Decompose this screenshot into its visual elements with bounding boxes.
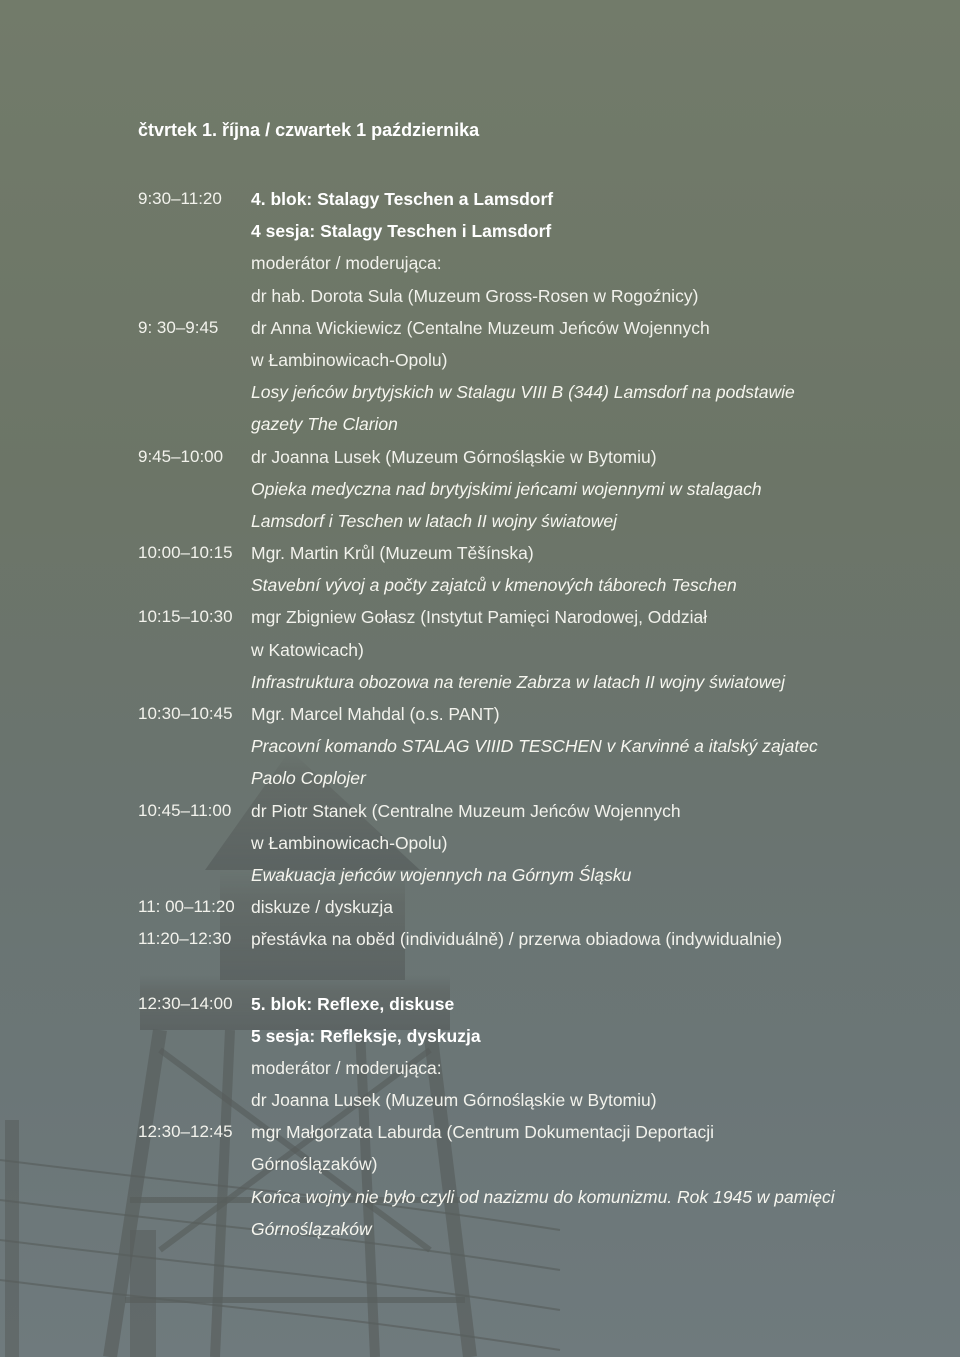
speaker-info: mgr Małgorzata Laburda (Centrum Dokumentacji Deportacji (251, 1122, 714, 1143)
talk-title: Opieka medyczna nad brytyjskimi jeńcami wojennymi w stalagach (251, 478, 762, 499)
schedule-row (0, 537, 960, 569)
time-slot: 9:30–11:20 (138, 189, 222, 208)
talk-title: Górnoślązaków (251, 1218, 372, 1239)
schedule-list (0, 183, 960, 1245)
speaker-info: dr Joanna Lusek (Muzeum Górnośląskie w Bytomiu) (251, 1090, 657, 1111)
time-slot: 10:30–10:45 (138, 704, 233, 723)
schedule-row (0, 1052, 960, 1084)
talk-title: Losy jeńców brytyjskich w Stalagu VIII B (344) Lamsdorf na podstawie (251, 382, 795, 403)
talk-title: Lamsdorf i Teschen w latach II wojny światowej (251, 510, 618, 531)
schedule-row (0, 666, 960, 698)
schedule-row (0, 280, 960, 312)
schedule-row (0, 1148, 960, 1180)
schedule-row (0, 859, 960, 891)
schedule-row (0, 408, 960, 440)
talk-title: Infrastruktura obozowa na terenie Zabrza w latach II wojny światowej (251, 671, 786, 692)
schedule-row (0, 1213, 960, 1245)
speaker-info: dr Anna Wickiewicz (Centalne Muzeum Jeńców Wojennych (251, 317, 710, 338)
speaker-info: w Katowicach) (251, 639, 364, 660)
schedule-row (0, 762, 960, 794)
schedule-row (0, 312, 960, 344)
schedule-row (0, 634, 960, 666)
schedule-row (0, 827, 960, 859)
speaker-info: Mgr. Martin Krůl (Muzeum Těšínska) (251, 543, 534, 564)
speaker-info: Górnoślązaków) (251, 1154, 378, 1175)
schedule-row (0, 569, 960, 601)
schedule-row (0, 473, 960, 505)
time-slot: 11:20–12:30 (138, 929, 232, 949)
time-slot: 10:15–10:30 (138, 607, 233, 627)
time-slot: 11: 00–11:20 (138, 897, 235, 917)
speaker-info: moderátor / moderująca: (251, 1057, 442, 1078)
schedule-row (0, 698, 960, 730)
session-title: 4 sesja: Stalagy Teschen i Lamsdorf (251, 221, 552, 242)
schedule-row (0, 376, 960, 408)
speaker-info: moderátor / moderująca: (251, 253, 442, 274)
time-slot: 10:00–10:15 (138, 543, 233, 563)
time-slot: 9:45–10:00 (138, 446, 224, 466)
speaker-info: diskuze / dyskuzja (251, 897, 394, 918)
row-spacer (0, 956, 960, 988)
time-slot: 12:30–14:00 (138, 993, 233, 1013)
speaker-info: Mgr. Marcel Mahdal (o.s. PANT) (251, 704, 500, 724)
schedule-row (0, 505, 960, 537)
schedule-row (0, 247, 960, 279)
talk-title: Ewakuacja jeńców wojennych na Górnym Śląsku (251, 864, 632, 885)
time-slot: 12:30–12:45 (138, 1122, 233, 1142)
schedule-row (0, 344, 960, 376)
talk-title: gazety The Clarion (251, 414, 398, 435)
time-slot: 9: 30–9:45 (138, 317, 219, 337)
speaker-info: přestávka na oběd (individuálně) / przerwa obiadowa (indywidualnie) (251, 929, 783, 950)
talk-title: Pracovní komando STALAG VIIID TESCHEN v Karvinné a italský zajatec (251, 736, 818, 757)
schedule-row (0, 1084, 960, 1116)
schedule-row (0, 730, 960, 762)
schedule-row (0, 1020, 960, 1052)
schedule-row (0, 441, 960, 473)
schedule-row (0, 795, 960, 827)
day-heading: čtvrtek 1. října / czwartek 1 października (138, 120, 480, 140)
schedule-row (0, 601, 960, 633)
speaker-info: dr Joanna Lusek (Muzeum Górnośląskie w Bytomiu) (251, 446, 657, 467)
schedule-row (0, 183, 960, 215)
speaker-info: dr hab. Dorota Sula (Muzeum Gross-Rosen w Rogoźnicy) (251, 285, 699, 306)
time-slot: 10:45–11:00 (138, 800, 232, 820)
speaker-info: w Łambinowicach-Opolu) (251, 349, 448, 370)
schedule-row (0, 891, 960, 923)
session-title: 5. blok: Reflexe, diskuse (251, 993, 455, 1014)
session-title: 4. blok: Stalagy Teschen a Lamsdorf (251, 189, 554, 209)
speaker-info: w Łambinowicach-Opolu) (251, 832, 448, 853)
talk-title: Paolo Coplojer (251, 768, 366, 789)
schedule-row (0, 1116, 960, 1148)
speaker-info: mgr Zbigniew Gołasz (Instytut Pamięci Narodowej, Oddział (251, 607, 708, 628)
talk-title: Końca wojny nie było czyli od nazizmu do komunizmu. Rok 1945 w pamięci (251, 1186, 835, 1207)
talk-title: Stavební vývoj a počty zajatců v kmenových táborech Teschen (251, 575, 737, 596)
speaker-info: dr Piotr Stanek (Centralne Muzeum Jeńców Wojennych (251, 800, 681, 821)
schedule-row (0, 1181, 960, 1213)
schedule-row (0, 923, 960, 955)
schedule-row (0, 988, 960, 1020)
schedule-row (0, 215, 960, 247)
session-title: 5 sesja: Refleksje, dyskuzja (251, 1025, 481, 1046)
